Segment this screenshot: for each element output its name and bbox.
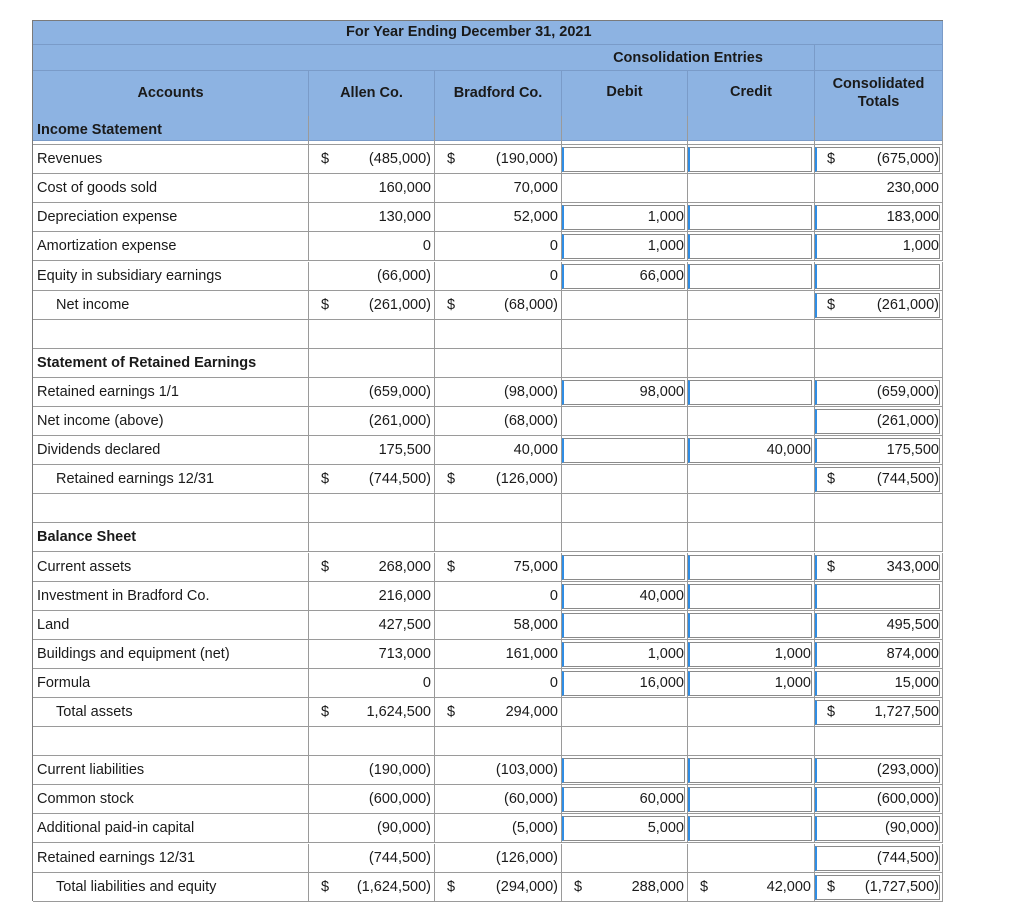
- period-label: For Year Ending December 31, 2021: [346, 24, 592, 40]
- entries-group-label: Consolidation Entries: [613, 50, 763, 66]
- allen-value: 0: [422, 674, 431, 691]
- allen-cell: [309, 232, 435, 261]
- row-label: Retained earnings 1/1: [33, 378, 309, 407]
- credit-value: 40,000: [766, 442, 811, 459]
- col-header-consolidated-top: [815, 45, 943, 71]
- bradford-value: (68,000): [503, 296, 558, 313]
- bradford-value: 75,000: [513, 558, 558, 575]
- credit-cell: [688, 407, 815, 436]
- debit-input-box[interactable]: [562, 758, 685, 783]
- allen-cell: [309, 785, 435, 814]
- credit-cell: [688, 291, 815, 320]
- consolidated-cell[interactable]: [815, 640, 943, 669]
- debit-cell: [562, 523, 688, 552]
- credit-cell[interactable]: [688, 145, 815, 174]
- debit-input-box[interactable]: [562, 555, 685, 580]
- consolidated-cell[interactable]: [815, 553, 943, 582]
- credit-input-box[interactable]: [688, 205, 812, 230]
- debit-cell: [562, 349, 688, 378]
- allen-label: Allen Co.: [340, 85, 403, 101]
- bradford-value: 0: [549, 587, 558, 604]
- credit-input-box[interactable]: [688, 758, 812, 783]
- debit-value: 66,000: [639, 267, 684, 284]
- bradford-value: (126,000): [495, 849, 558, 866]
- row-label: Revenues: [33, 145, 309, 174]
- consolidated-cell: [815, 116, 943, 145]
- debit-cell: [562, 116, 688, 145]
- allen-value: 175,500: [378, 442, 431, 459]
- consolidated-value: (90,000): [884, 820, 939, 837]
- bradford-value: 0: [549, 267, 558, 284]
- allen-value: (90,000): [376, 820, 431, 837]
- bradford-cell: [435, 262, 562, 291]
- credit-input-box[interactable]: [688, 613, 812, 638]
- header-band-left: [33, 45, 562, 71]
- row-label: Current assets: [33, 553, 309, 582]
- debit-cell[interactable]: [562, 232, 688, 261]
- bradford-cell: [435, 785, 562, 814]
- consolidated-cell[interactable]: [815, 262, 943, 291]
- consolidated-cell[interactable]: [815, 814, 943, 843]
- currency-symbol: $: [827, 151, 836, 168]
- debit-value: 288,000: [631, 878, 684, 895]
- bradford-value: 0: [549, 674, 558, 691]
- allen-value: (66,000): [376, 267, 431, 284]
- credit-cell: [688, 465, 815, 494]
- bradford-value: 58,000: [513, 616, 558, 633]
- row-label: Formula: [33, 669, 309, 698]
- credit-cell[interactable]: [688, 436, 815, 465]
- consolidated-value: 1,727,500: [874, 704, 939, 720]
- credit-cell[interactable]: [688, 203, 815, 232]
- consolidated-cell[interactable]: [815, 844, 943, 873]
- bradford-value: 0: [549, 238, 558, 255]
- consolidated-value: 230,000: [886, 180, 939, 197]
- row-label: [33, 494, 309, 523]
- allen-cell: [309, 553, 435, 582]
- debit-cell[interactable]: [562, 582, 688, 611]
- credit-cell: [688, 349, 815, 378]
- row-label: Amortization expense: [33, 232, 309, 261]
- consolidated-value: (744,500): [876, 849, 939, 866]
- currency-symbol: $: [321, 558, 330, 575]
- row-label: Investment in Bradford Co.: [33, 582, 309, 611]
- bradford-cell: [435, 844, 562, 873]
- allen-cell: [309, 611, 435, 640]
- row-label: Statement of Retained Earnings: [33, 349, 309, 378]
- allen-cell: [309, 523, 435, 552]
- credit-input-box[interactable]: [688, 380, 812, 405]
- debit-cell[interactable]: [562, 611, 688, 640]
- bradford-cell: [435, 640, 562, 669]
- credit-label: Credit: [730, 84, 772, 100]
- allen-value: 130,000: [378, 209, 431, 226]
- allen-cell: [309, 465, 435, 494]
- bradford-value: (60,000): [503, 791, 558, 808]
- consolidated-value: 1,000: [902, 238, 939, 255]
- row-label: Buildings and equipment (net): [33, 640, 309, 669]
- allen-value: (261,000): [368, 296, 431, 313]
- consolidated-cell[interactable]: [815, 698, 943, 727]
- allen-cell: [309, 407, 435, 436]
- consolidated-cell[interactable]: [815, 465, 943, 494]
- debit-input-box[interactable]: [562, 613, 685, 638]
- debit-cell: [562, 698, 688, 727]
- col-header-consolidation-entries: [562, 45, 815, 71]
- credit-cell: [688, 320, 815, 349]
- credit-cell: [688, 494, 815, 523]
- allen-cell: [309, 873, 435, 902]
- debit-input-box[interactable]: [562, 147, 685, 172]
- row-label: [33, 320, 309, 349]
- debit-cell: [562, 494, 688, 523]
- bradford-value: (5,000): [512, 820, 558, 837]
- consolidation-worksheet: [32, 20, 943, 901]
- debit-cell: [562, 873, 688, 902]
- currency-symbol: $: [447, 471, 456, 488]
- credit-cell[interactable]: [688, 756, 815, 785]
- currency-symbol: $: [321, 471, 330, 488]
- currency-symbol: $: [447, 878, 456, 895]
- row-label: Additional paid-in capital: [33, 814, 309, 843]
- debit-cell: [562, 291, 688, 320]
- allen-cell: [309, 640, 435, 669]
- bradford-cell: [435, 873, 562, 902]
- credit-value: 1,000: [774, 674, 811, 691]
- allen-value: (261,000): [368, 413, 431, 429]
- allen-cell: [309, 727, 435, 756]
- allen-cell: [309, 378, 435, 407]
- credit-cell[interactable]: [688, 814, 815, 843]
- allen-cell: [309, 203, 435, 232]
- debit-value: 16,000: [639, 674, 684, 691]
- row-label: [33, 727, 309, 756]
- allen-cell: [309, 262, 435, 291]
- bradford-value: (68,000): [503, 413, 558, 429]
- debit-value: 1,000: [647, 238, 684, 255]
- bradford-value: (190,000): [495, 151, 558, 168]
- debit-value: 40,000: [639, 587, 684, 604]
- consolidated-cell[interactable]: [815, 436, 943, 465]
- bradford-value: 52,000: [513, 209, 558, 226]
- debit-cell: [562, 465, 688, 494]
- consolidated-value: (744,500): [876, 471, 939, 488]
- bradford-cell: [435, 436, 562, 465]
- credit-input-box[interactable]: [688, 584, 812, 609]
- consolidated-cell: [815, 349, 943, 378]
- row-label: Equity in subsidiary earnings: [33, 262, 309, 291]
- bradford-cell: [435, 174, 562, 203]
- debit-input-box[interactable]: [562, 438, 685, 463]
- credit-value: 1,000: [774, 645, 811, 662]
- consolidated-value: 874,000: [886, 645, 939, 662]
- bradford-cell: [435, 320, 562, 349]
- allen-value: (744,500): [368, 849, 431, 866]
- currency-symbol: $: [700, 878, 709, 895]
- row-label: Land: [33, 611, 309, 640]
- credit-cell[interactable]: [688, 232, 815, 261]
- debit-cell: [562, 320, 688, 349]
- credit-input-box[interactable]: [688, 147, 812, 172]
- currency-symbol: $: [827, 296, 836, 313]
- credit-cell: [688, 174, 815, 203]
- bradford-cell: [435, 116, 562, 145]
- consolidated-input-box[interactable]: [815, 264, 940, 289]
- debit-cell[interactable]: [562, 145, 688, 174]
- bradford-cell: [435, 698, 562, 727]
- consolidated-value: (659,000): [876, 383, 939, 400]
- allen-cell: [309, 145, 435, 174]
- credit-input-box[interactable]: [688, 816, 812, 841]
- consolidated-cell: [815, 174, 943, 203]
- row-label: Dividends declared: [33, 436, 309, 465]
- credit-cell[interactable]: [688, 611, 815, 640]
- debit-label: Debit: [606, 84, 643, 100]
- currency-symbol: $: [447, 296, 456, 313]
- allen-value: 160,000: [378, 180, 431, 197]
- bradford-cell: [435, 582, 562, 611]
- bradford-value: 161,000: [505, 645, 558, 662]
- allen-cell: [309, 669, 435, 698]
- allen-cell: [309, 756, 435, 785]
- allen-value: (659,000): [368, 383, 431, 400]
- currency-symbol: $: [827, 471, 836, 488]
- credit-input-box[interactable]: [688, 787, 812, 812]
- accounts-label: Accounts: [137, 85, 204, 101]
- bradford-value: (126,000): [495, 471, 558, 488]
- bradford-value: 40,000: [513, 442, 558, 459]
- debit-cell[interactable]: [562, 756, 688, 785]
- allen-value: 713,000: [378, 645, 431, 662]
- credit-cell[interactable]: [688, 378, 815, 407]
- row-label: Total liabilities and equity: [33, 873, 309, 902]
- bradford-cell: [435, 291, 562, 320]
- bradford-cell: [435, 727, 562, 756]
- consolidated-value: 495,500: [886, 616, 939, 633]
- currency-symbol: $: [321, 878, 330, 895]
- row-label: Income Statement: [33, 116, 309, 145]
- consolidated-value: 175,500: [886, 442, 939, 459]
- row-label: Current liabilities: [33, 756, 309, 785]
- bradford-cell: [435, 407, 562, 436]
- debit-cell[interactable]: [562, 669, 688, 698]
- row-label: Net income: [33, 291, 309, 320]
- credit-cell: [688, 523, 815, 552]
- credit-cell: [688, 698, 815, 727]
- debit-cell: [562, 727, 688, 756]
- consolidated-cell[interactable]: [815, 756, 943, 785]
- debit-value: 60,000: [639, 791, 684, 808]
- consolidated-cell[interactable]: [815, 232, 943, 261]
- debit-value: 1,000: [647, 645, 684, 662]
- credit-cell: [688, 727, 815, 756]
- debit-value: 1,000: [647, 209, 684, 226]
- allen-cell: [309, 320, 435, 349]
- row-label: Total assets: [33, 698, 309, 727]
- currency-symbol: $: [574, 878, 583, 895]
- consolidated-value: (675,000): [876, 151, 939, 168]
- allen-value: 268,000: [378, 558, 431, 575]
- currency-symbol: $: [447, 151, 456, 168]
- credit-cell[interactable]: [688, 785, 815, 814]
- currency-symbol: $: [827, 704, 836, 720]
- allen-value: 216,000: [378, 587, 431, 604]
- row-label: Retained earnings 12/31: [33, 465, 309, 494]
- allen-cell: [309, 174, 435, 203]
- bradford-cell: [435, 378, 562, 407]
- consolidated-cell: [815, 523, 943, 552]
- bradford-cell: [435, 494, 562, 523]
- debit-value: 5,000: [647, 820, 684, 837]
- bradford-cell: [435, 756, 562, 785]
- row-label: Common stock: [33, 785, 309, 814]
- consolidated-value: (261,000): [876, 413, 939, 429]
- currency-symbol: $: [321, 296, 330, 313]
- bradford-label: Bradford Co.: [453, 85, 543, 101]
- consolidated-label: Consolidated Totals: [832, 76, 925, 110]
- allen-value: (744,500): [368, 471, 431, 488]
- bradford-cell: [435, 553, 562, 582]
- credit-cell: [688, 873, 815, 902]
- consolidated-value: 183,000: [886, 209, 939, 226]
- bradford-cell: [435, 814, 562, 843]
- debit-cell: [562, 407, 688, 436]
- allen-value: 427,500: [378, 616, 431, 633]
- debit-cell: [562, 174, 688, 203]
- consolidated-value: (1,727,500): [864, 878, 939, 895]
- debit-cell[interactable]: [562, 203, 688, 232]
- debit-cell[interactable]: [562, 785, 688, 814]
- credit-cell[interactable]: [688, 262, 815, 291]
- row-label: Depreciation expense: [33, 203, 309, 232]
- consolidated-value: (600,000): [876, 791, 939, 808]
- debit-cell[interactable]: [562, 262, 688, 291]
- bradford-value: (103,000): [495, 762, 558, 779]
- consolidated-value: (261,000): [876, 296, 939, 313]
- consolidated-cell[interactable]: [815, 611, 943, 640]
- bradford-cell: [435, 349, 562, 378]
- bradford-cell: [435, 523, 562, 552]
- debit-cell[interactable]: [562, 378, 688, 407]
- consolidated-cell: [815, 320, 943, 349]
- allen-cell: [309, 349, 435, 378]
- bradford-value: 70,000: [513, 180, 558, 197]
- row-label: Cost of goods sold: [33, 174, 309, 203]
- allen-cell: [309, 814, 435, 843]
- credit-cell: [688, 844, 815, 873]
- credit-value: 42,000: [766, 878, 811, 895]
- credit-cell: [688, 116, 815, 145]
- bradford-value: (294,000): [495, 878, 558, 895]
- debit-cell[interactable]: [562, 640, 688, 669]
- credit-cell[interactable]: [688, 582, 815, 611]
- row-label: Retained earnings 12/31: [33, 844, 309, 873]
- currency-symbol: $: [321, 704, 330, 720]
- consolidated-value: 343,000: [886, 558, 939, 575]
- allen-value: (190,000): [368, 762, 431, 779]
- row-label: Balance Sheet: [33, 523, 309, 552]
- row-label: Net income (above): [33, 407, 309, 436]
- bradford-cell: [435, 611, 562, 640]
- bradford-value: (98,000): [503, 383, 558, 400]
- consolidated-cell[interactable]: [815, 669, 943, 698]
- credit-cell[interactable]: [688, 640, 815, 669]
- consolidated-cell[interactable]: [815, 145, 943, 174]
- allen-value: (1,624,500): [356, 878, 431, 895]
- consolidated-cell[interactable]: [815, 378, 943, 407]
- bradford-value: 294,000: [505, 704, 558, 720]
- allen-value: (600,000): [368, 791, 431, 808]
- credit-input-box[interactable]: [688, 555, 812, 580]
- currency-symbol: $: [447, 704, 456, 720]
- allen-cell: [309, 291, 435, 320]
- consolidated-cell[interactable]: [815, 873, 943, 902]
- bradford-cell: [435, 145, 562, 174]
- allen-value: 1,624,500: [366, 704, 431, 720]
- allen-cell: [309, 844, 435, 873]
- debit-cell: [562, 844, 688, 873]
- consolidated-cell[interactable]: [815, 407, 943, 436]
- consolidated-cell[interactable]: [815, 291, 943, 320]
- allen-cell: [309, 436, 435, 465]
- currency-symbol: $: [827, 878, 836, 895]
- consolidated-cell[interactable]: [815, 203, 943, 232]
- bradford-cell: [435, 232, 562, 261]
- currency-symbol: $: [321, 151, 330, 168]
- allen-value: (485,000): [368, 151, 431, 168]
- allen-cell: [309, 494, 435, 523]
- currency-symbol: $: [827, 558, 836, 575]
- allen-cell: [309, 116, 435, 145]
- consolidated-value: (293,000): [876, 762, 939, 779]
- bradford-cell: [435, 669, 562, 698]
- consolidated-value: 15,000: [894, 674, 939, 691]
- debit-value: 98,000: [639, 383, 684, 400]
- consolidated-cell[interactable]: [815, 582, 943, 611]
- credit-cell[interactable]: [688, 669, 815, 698]
- consolidated-cell[interactable]: [815, 785, 943, 814]
- debit-cell[interactable]: [562, 553, 688, 582]
- bradford-cell: [435, 465, 562, 494]
- allen-cell: [309, 698, 435, 727]
- credit-cell[interactable]: [688, 553, 815, 582]
- consolidated-cell: [815, 727, 943, 756]
- currency-symbol: $: [447, 558, 456, 575]
- debit-cell[interactable]: [562, 814, 688, 843]
- allen-cell: [309, 582, 435, 611]
- credit-input-box[interactable]: [688, 264, 812, 289]
- consolidated-input-box[interactable]: [815, 584, 940, 609]
- consolidated-cell: [815, 494, 943, 523]
- allen-value: 0: [422, 238, 431, 255]
- period-header: [33, 21, 943, 45]
- debit-cell[interactable]: [562, 436, 688, 465]
- bradford-cell: [435, 203, 562, 232]
- credit-input-box[interactable]: [688, 234, 812, 259]
